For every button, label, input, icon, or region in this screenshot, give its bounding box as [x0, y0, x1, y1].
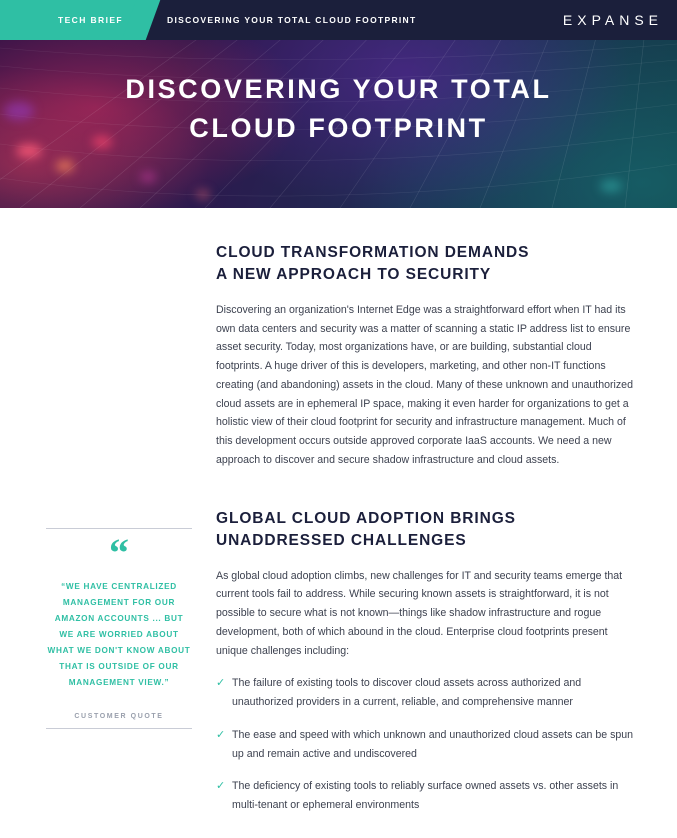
- list-item-text: The failure of existing tools to discover cloud assets across authorized and unauthorized providers in a current, reliable, and comprehensive manner: [232, 677, 582, 709]
- section-heading-line-2: A NEW APPROACH TO SECURITY: [216, 266, 492, 284]
- section-body-text: Discovering an organization's Internet Edge was a straightforward effort when IT had its own data centers and security was a matter of scanning a static IP address list to ensure asset security. Today, most organizations have, or are building, substantial cloud footprints. A huge driver of this is developers, marketing, and other non-IT functions creating (and abandoning) assets in the cloud. Many of these unknown and unauthorized cloud assets are in ephemeral IP space, making it even harder for organizations to get a holistic view of their cloud footprint for security and infrastructure management. Much of this development occurs outside approved corporate IaaS accounts. We need a new approach to discover and secure shadow infrastructure and cloud assets.: [216, 303, 633, 466]
- list-item: [216, 777, 641, 815]
- expanse-logo: EXPANSE: [562, 12, 663, 28]
- check-icon: ✓: [216, 677, 226, 690]
- section-body-text: As global cloud adoption climbs, new challenges for IT and security teams emerge that current tools fail to address. While securing known assets is straightforward, it is not possible to secure what is not known—things like shadow infrastructure and rogue development, both of which abound in the cloud. Enterprise cloud footprints present unique challenges including:: [216, 569, 623, 657]
- hero-title: [0, 70, 677, 148]
- section-cloud-transformation: [216, 242, 641, 470]
- document-subtitle: DISCOVERING YOUR TOTAL CLOUD FOOTPRINT: [167, 15, 417, 25]
- pull-quote-attribution: CUSTOMER QUOTE: [74, 712, 164, 720]
- section-global-cloud-adoption: [216, 508, 641, 815]
- pull-quote-top-rule: [46, 528, 192, 529]
- check-icon: ✓: [216, 780, 226, 793]
- section-spacer: [216, 470, 641, 508]
- challenges-list: [216, 674, 641, 815]
- hero-banner: [0, 40, 677, 208]
- section-heading: [216, 242, 641, 287]
- pull-quote: [46, 528, 192, 729]
- list-item: [216, 674, 641, 712]
- quote-mark-icon: “: [109, 530, 129, 575]
- hero-title-line-2: CLOUD FOOTPRINT: [189, 113, 488, 144]
- check-icon: ✓: [216, 728, 226, 741]
- section-heading-line-1: CLOUD TRANSFORMATION DEMANDS: [216, 244, 530, 261]
- pull-quote-text: “WE HAVE CENTRALIZED MANAGEMENT FOR OUR AMAZON ACCOUNTS ... BUT WE ARE WORRIED ABOUT WHAT WE DON'T KNOW ABOUT THAT IS OUTSIDE OF OUR MANAGEMENT VIEW.”: [47, 582, 191, 687]
- pull-quote-bottom-rule: [46, 728, 192, 729]
- section-heading-line-1: GLOBAL CLOUD ADOPTION BRINGS: [216, 509, 516, 527]
- section-heading: [216, 508, 641, 553]
- right-column: [216, 242, 677, 829]
- hero-title-line-1: DISCOVERING YOUR TOTAL: [125, 74, 552, 104]
- list-item: [216, 726, 641, 764]
- document-body: [0, 208, 677, 829]
- list-item-text: The deficiency of existing tools to reliably surface owned assets vs. other assets in multi-tenant or ephemeral environments: [232, 780, 619, 812]
- tech-brief-tag: TECH BRIEF: [0, 0, 141, 40]
- left-column: [0, 242, 216, 829]
- section-heading-line-2: UNADDRESSED CHALLENGES: [216, 532, 467, 550]
- top-bar: [0, 0, 677, 40]
- list-item-text: The ease and speed with which unknown and unauthorized cloud assets can be spun up and remain active and undiscovered: [232, 728, 634, 760]
